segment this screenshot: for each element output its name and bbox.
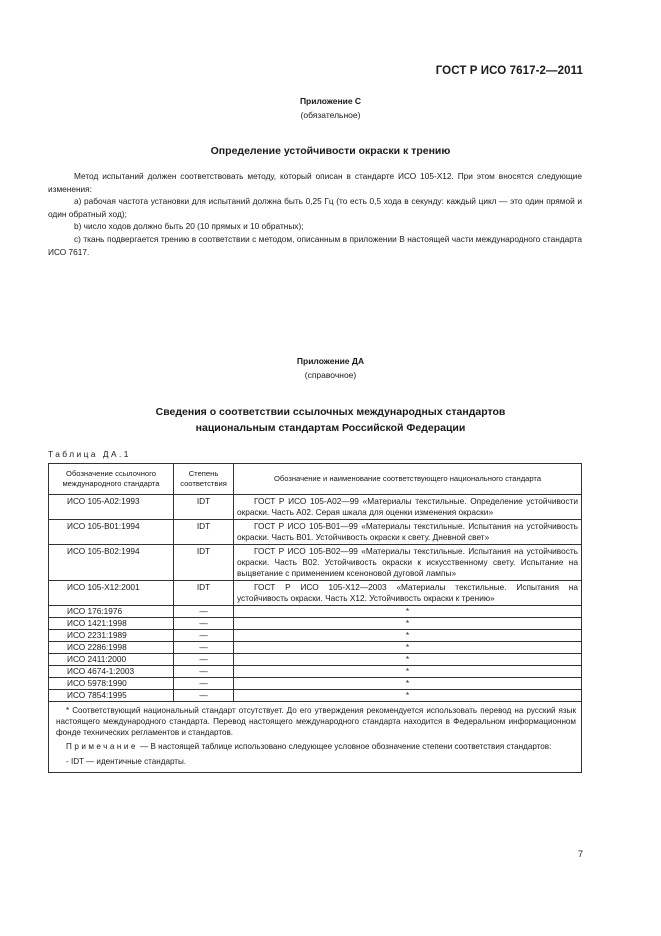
table-row: [49, 654, 582, 666]
page-number: 7: [577, 849, 583, 859]
national-standard-cell: [234, 581, 582, 606]
reference-standard-cell: ИСО 1421:1998: [49, 618, 174, 630]
table-footnote-cell: [49, 702, 582, 773]
table-row: [49, 495, 582, 520]
column-header-degree: Степень соответствия: [174, 464, 234, 495]
annex-c-title: Приложение С: [299, 96, 362, 106]
footnote: * Соответствующий национальный стандарт отсутствует. До его утверждения рекомендуется использовать перевод на русский язык настоящего международного стандарта. Перевод настоящего международного стандарта находится в Федеральном информационном фонде технических регламентов и стандартов.: [56, 706, 576, 737]
national-standard-cell: *: [234, 606, 582, 618]
degree-cell: —: [174, 690, 234, 702]
national-standard-text: ГОСТ Р ИСО 105-Х12—2003 «Материалы текстильные. Испытания на устойчивость окраски. Часть Х12. Устойчивость окраски к трению»: [237, 582, 578, 603]
reference-standard-cell: ИСО 2286:1998: [49, 642, 174, 654]
table-row: [49, 618, 582, 630]
degree-cell: IDT: [174, 520, 234, 545]
national-standard-cell: [234, 495, 582, 520]
national-standard-cell: *: [234, 690, 582, 702]
table-row: [49, 678, 582, 690]
table-row: [49, 520, 582, 545]
national-standard-cell: [234, 545, 582, 581]
table-footer-row: [49, 702, 582, 773]
table-header-row: [49, 464, 582, 495]
table-row: [49, 630, 582, 642]
document-header: ГОСТ Р ИСО 7617-2—2011: [435, 65, 583, 77]
table-row: [49, 666, 582, 678]
annex-da-title: Приложение ДА: [296, 356, 365, 366]
reference-standard-cell: ИСО 105-Х12:2001: [49, 581, 174, 606]
reference-standard-cell: ИСО 176:1976: [49, 606, 174, 618]
table-row: [49, 581, 582, 606]
annex-da-heading-line2: национальным стандартам Российской Федерации: [195, 422, 466, 434]
national-standard-cell: *: [234, 678, 582, 690]
table-row: [49, 690, 582, 702]
degree-cell: —: [174, 618, 234, 630]
national-standard-cell: *: [234, 642, 582, 654]
degree-cell: IDT: [174, 545, 234, 581]
degree-cell: —: [174, 630, 234, 642]
column-header-national: Обозначение и наименование соответствующего национального стандарта: [234, 464, 582, 495]
degree-cell: —: [174, 678, 234, 690]
reference-standard-cell: ИСО 7854:1995: [49, 690, 174, 702]
reference-standard-cell: ИСО 105-В01:1994: [49, 520, 174, 545]
reference-standard-cell: ИСО 105-А02:1993: [49, 495, 174, 520]
note-text: — В настоящей таблице использовано следующее условное обозначение степени соответствия стандартов:: [137, 742, 552, 752]
table-caption: Таблица ДА.1: [48, 449, 131, 459]
degree-cell: —: [174, 654, 234, 666]
note-list-item: - IDT — идентичные стандарты.: [66, 757, 187, 767]
national-standard-cell: *: [234, 654, 582, 666]
annex-c-paragraph: Метод испытаний должен соответствовать методу, который описан в стандарте ИСО 105-Х12. При этом вносятся следующие изменения:: [48, 171, 582, 194]
national-standard-cell: *: [234, 618, 582, 630]
national-standard-cell: [234, 520, 582, 545]
table-row: [49, 642, 582, 654]
annex-da-heading-line1: Сведения о соответствии ссылочных международных стандартов: [155, 406, 506, 418]
national-standard-text: ГОСТ Р ИСО 105-В01—99 «Материалы текстильные. Испытания на устойчивость окраски. Часть В01. Устойчивость окраски к свету. Дневной свет»: [237, 521, 578, 542]
table-row: [49, 606, 582, 618]
degree-cell: —: [174, 666, 234, 678]
table-row: [49, 545, 582, 581]
reference-standard-cell: ИСО 105-В02:1994: [49, 545, 174, 581]
annex-c-paragraph: b) число ходов должно быть 20 (10 прямых и 10 обратных);: [74, 221, 304, 232]
degree-cell: —: [174, 606, 234, 618]
national-standard-cell: *: [234, 630, 582, 642]
column-header-reference: Обозначение ссылочного международного стандарта: [49, 464, 174, 495]
national-standard-text: ГОСТ Р ИСО 105-В02—99 «Материалы текстильные. Испытания на устойчивость окраски. Часть В02. Устойчивость окраски к искусственному свету. Испытание на выцветание с применением ксеноновой дуговой лампы»: [237, 546, 578, 578]
annex-c-paragraph: а) рабочая частота установки для испытаний должна быть 0,25 Гц (то есть 0,5 хода в секунду: каждый цикл — это один прямой и один обратный ход);: [48, 196, 582, 219]
note-label: Примечание: [66, 742, 138, 752]
annex-c-status: (обязательное): [300, 110, 361, 120]
annex-c-heading: Определение устойчивости окраски к трению: [210, 145, 451, 157]
correspondence-table: [48, 463, 582, 773]
degree-cell: —: [174, 642, 234, 654]
annex-c-paragraph: с) ткань подвергается трению в соответствии с методом, описанным в приложении В настоящей части международного стандарта ИСО 7617.: [48, 233, 582, 257]
annex-c-body: [48, 170, 582, 258]
table-note: [56, 742, 576, 753]
degree-cell: IDT: [174, 581, 234, 606]
national-standard-text: ГОСТ Р ИСО 105-А02—99 «Материалы текстильные. Определение устойчивости окраски. Часть А02. Серая шкала для оценки изменения окраски»: [237, 496, 578, 517]
reference-standard-cell: ИСО 2411:2000: [49, 654, 174, 666]
reference-standard-cell: ИСО 4674-1:2003: [49, 666, 174, 678]
annex-da-status: (справочное): [304, 370, 357, 380]
reference-standard-cell: ИСО 5978:1990: [49, 678, 174, 690]
degree-cell: IDT: [174, 495, 234, 520]
national-standard-cell: *: [234, 666, 582, 678]
reference-standard-cell: ИСО 2231:1989: [49, 630, 174, 642]
